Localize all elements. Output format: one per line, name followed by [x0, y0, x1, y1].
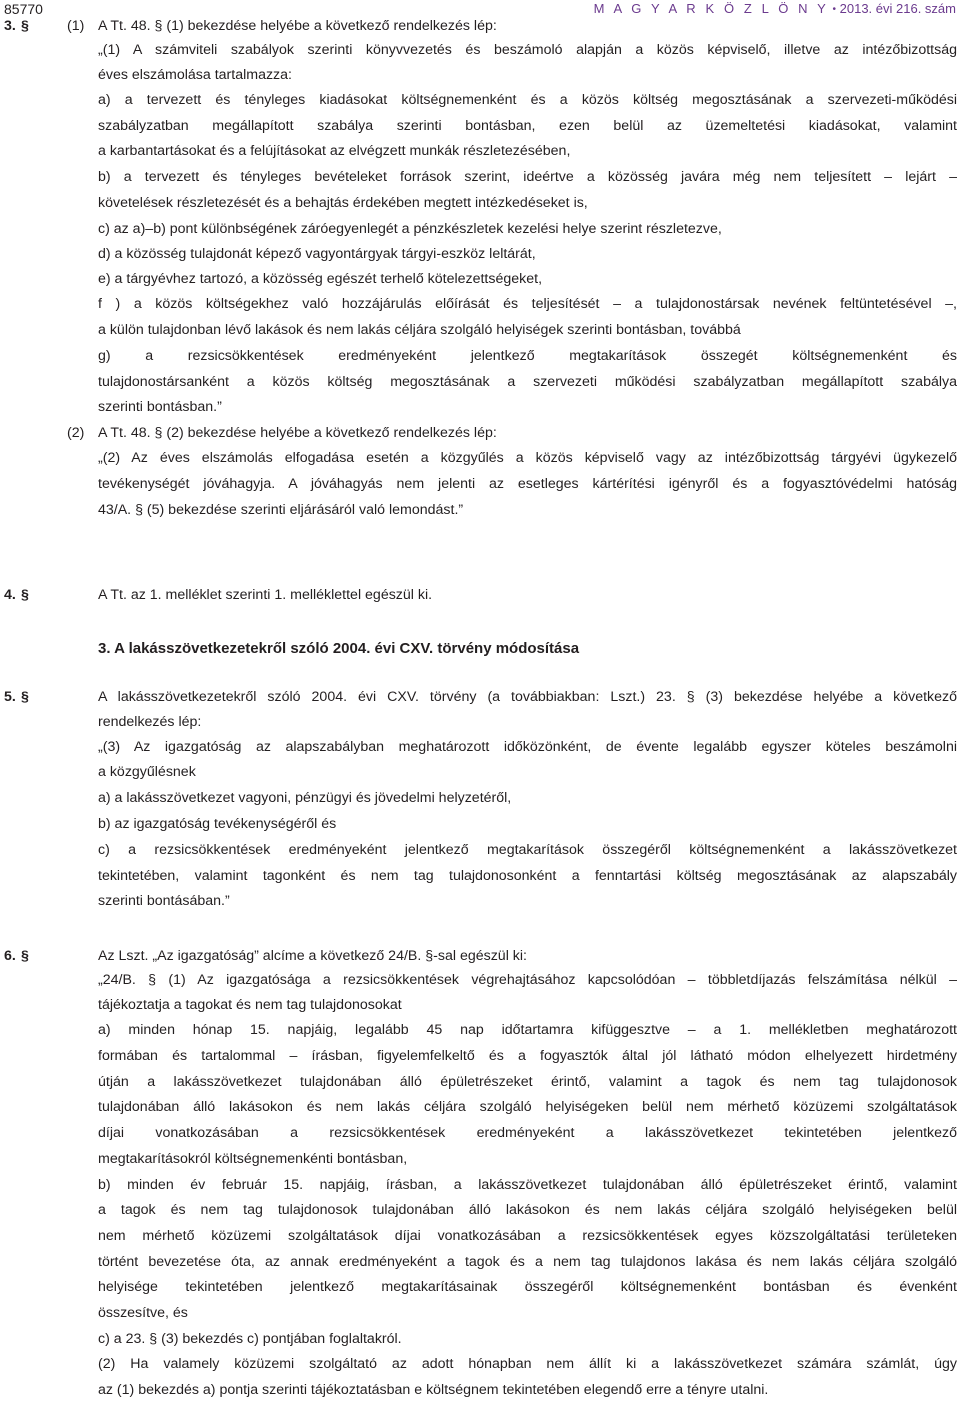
section-number: 3.: [4, 18, 16, 34]
text-line: díjai vonatkozásában a rezsicsökkentések eredményeként a lakásszövetkezet tekintetében jelentkező: [98, 1125, 957, 1141]
text-line: 43/A. § (5) bekezdése szerinti eljárásáról való lemondást.”: [98, 502, 464, 518]
text-line: a külön tulajdonban lévő lakások és nem lakás céljára szolgáló helyiségek szerinti bontásban, továbbá: [98, 322, 741, 338]
section-title: 3. A lakásszövetkezetekről szóló 2004. évi CXV. törvény módosítása: [98, 640, 580, 657]
text-line: helyisége tekintetében jelentkező megtakarításainak összegéről költségnemenként bontásban és évenként: [98, 1279, 957, 1295]
text-line: d) a közösség tulajdonát képező vagyontárgyak tárgyi-eszköz leltárát,: [98, 246, 536, 262]
text-line: Az Lszt. „Az igazgatóság” alcíme a következő 24/B. §-sal egészül ki:: [98, 948, 527, 964]
text-line: szerinti bontásban.”: [98, 399, 222, 415]
text-line: a karbantartásokat és a felújításokat az elvégzett munkák részletezésében,: [98, 143, 571, 159]
text-line: c) a 23. § (3) bekezdés c) pontjában foglaltakról.: [98, 1331, 402, 1347]
section-sign: §: [21, 587, 29, 603]
text-line: szabályzatban megállapított szabálya szerinti bontásban, ezen belül az üzemeltetési kiadásokat, valamint: [98, 118, 957, 134]
subsection-marker: (2): [67, 425, 85, 441]
text-line: a) a tervezett és tényleges kiadásokat költségnemenként és a közös költség megosztásának a szervezeti-működési: [98, 92, 957, 108]
text-line: „(3) Az igazgatóság az alapszabályban meghatározott időközönként, de évente legalább egyszer köteles beszámolni: [98, 739, 957, 755]
text-line: történt bevezetése óta, az annak eredményeként a tagok és a nem tag tulajdonos lakása és nem lakás céljára szolgáló: [98, 1254, 957, 1270]
header-bullet: •: [832, 4, 837, 15]
text-line: a) minden hónap 15. napjáig, legalább 45 nap időtartamra kifüggesztve – a 1. mellékletben meghatározott: [98, 1022, 957, 1038]
subsection-marker: (1): [67, 18, 85, 34]
text-line: g) a rezsicsökkentések eredményeként jelentkező megtakarítások összegét költségnemenként és: [98, 348, 957, 364]
text-line: c) az a)–b) pont különbségének záróegyenlegét a pénzkészletek kezelési helye szerint részletezve,: [98, 221, 722, 237]
section-number: 5.: [4, 689, 16, 705]
text-line: „(2) Az éves elszámolás elfogadása esetén a közgyűlés a közös képviselő vagy az intézőbizottság tárgyévi ügykezelő: [98, 450, 957, 466]
text-line: (2) Ha valamely közüzemi szolgáltató az adott hónapban nem állít ki a lakásszövetkezet számára számlát, úgy: [98, 1356, 957, 1372]
issue-number: 2013. évi 216. szám: [839, 1, 956, 16]
text-line: követelések részletezését és a behajtás érdekében megtett intézkedéseket is,: [98, 195, 588, 211]
text-line: A Tt. 48. § (2) bekezdése helyébe a következő rendelkezés lép:: [98, 425, 497, 441]
text-line: „24/B. § (1) Az igazgatósága a rezsicsökkentések végrehajtásához kapcsolódóan – többletdíjazás felszámítása nélkül –: [98, 972, 957, 988]
text-line: a) a lakásszövetkezet vagyoni, pénzügyi és jövedelmi helyzetéről,: [98, 790, 512, 806]
text-line: tevékenységét jóváhagyja. A jóváhagyás nem jelenti az esetleges kártérítési igényről és a fogyasztóvédelmi hatóság: [98, 476, 957, 492]
text-line: tájékoztatja a tagokat és nem tag tulajdonosokat: [98, 997, 402, 1013]
text-line: f ) a közös költségekhez való hozzájárulás előírását és teljesítését – a tulajdonostársak nevének feltüntetésével –,: [98, 296, 957, 312]
text-line: „(1) A számviteli szabályok szerinti könyvvezetés és beszámoló alapján a közös képviselő, illetve az intézőbizottság: [98, 42, 957, 58]
text-line: e) a tárgyévhez tartozó, a közösség egészét terhelő kötelezettségeket,: [98, 271, 543, 287]
text-line: b) az igazgatóság tevékenységéről és: [98, 816, 337, 832]
journal-title: [594, 1, 956, 16]
text-line: A lakásszövetkezetekről szóló 2004. évi CXV. törvény (a továbbiakban: Lszt.) 23. § (3) bekezdése helyébe a következő: [98, 689, 957, 705]
page-number: 85770: [4, 1, 43, 17]
text-line: megtakarításokról költségnemenkénti bontásban,: [98, 1151, 408, 1167]
text-line: az (1) bekezdés a) pontja szerinti tájékoztatásban e költségnem tekintetében elegendő erre a tényre utalni.: [98, 1382, 769, 1398]
text-line: A Tt. 48. § (1) bekezdése helyébe a következő rendelkezés lép:: [98, 18, 497, 34]
text-line: nem mérhető közüzemi szolgáltatások díjai vonatkozásában a rezsicsökkentések egyes közszolgáltatási területeken: [98, 1228, 957, 1244]
text-line: b) minden év február 15. napjáig, írásban, a lakásszövetkezet tulajdonában álló épületrészeket érintő, valamint: [98, 1177, 957, 1193]
text-line: rendelkezés lép:: [98, 714, 202, 730]
text-line: tekintetében, valamint tagonként és nem tag tulajdonosonként a fenntartási költség megosztásának az alapszabály: [98, 868, 957, 884]
section-sign: §: [21, 18, 29, 34]
text-line: útján a lakásszövetkezet tulajdonában álló épületrészeket érintő, valamint a tagok és nem tag tulajdonosok: [98, 1074, 957, 1090]
section-number: 6.: [4, 948, 16, 964]
text-line: tulajdonában álló lakásokon és nem lakás céljára szolgáló helyiségeken belül nem mérhető közüzemi szolgáltatások: [98, 1099, 957, 1115]
text-line: c) a rezsicsökkentések eredményeként jelentkező megtakarítások összegéről költségnemenként a lakásszövetkezet: [98, 842, 957, 858]
page-header: [0, 0, 960, 20]
section-number: 4.: [4, 587, 16, 603]
text-line: b) a tervezett és tényleges bevételeket források szerint, ideértve a közösség javára még nem teljesített – lejárt –: [98, 169, 957, 185]
text-line: a közgyűlésnek: [98, 764, 196, 780]
text-line: formában és tartalommal – írásban, figyelemfelkeltő és a fogyasztók által jól látható módon elhelyezett hirdetmény: [98, 1048, 957, 1064]
section-sign: §: [21, 948, 29, 964]
section-sign: §: [21, 689, 29, 705]
text-line: szerinti bontásában.”: [98, 893, 230, 909]
text-line: A Tt. az 1. melléklet szerinti 1. melléklettel egészül ki.: [98, 587, 433, 603]
text-line: tulajdonostársanként a közös költség megosztásának a szervezeti működési szabályzatban megállapított szabálya: [98, 374, 957, 390]
text-line: a tagok és nem tag tulajdonosok tulajdonában álló lakásokon és nem lakás céljára szolgáló helyiségeken belül: [98, 1202, 957, 1218]
text-line: éves elszámolása tartalmazza:: [98, 67, 292, 83]
journal-name: M A G Y A R K Ö Z L Ö N Y: [593, 1, 829, 16]
text-line: összesítve, és: [98, 1305, 188, 1321]
